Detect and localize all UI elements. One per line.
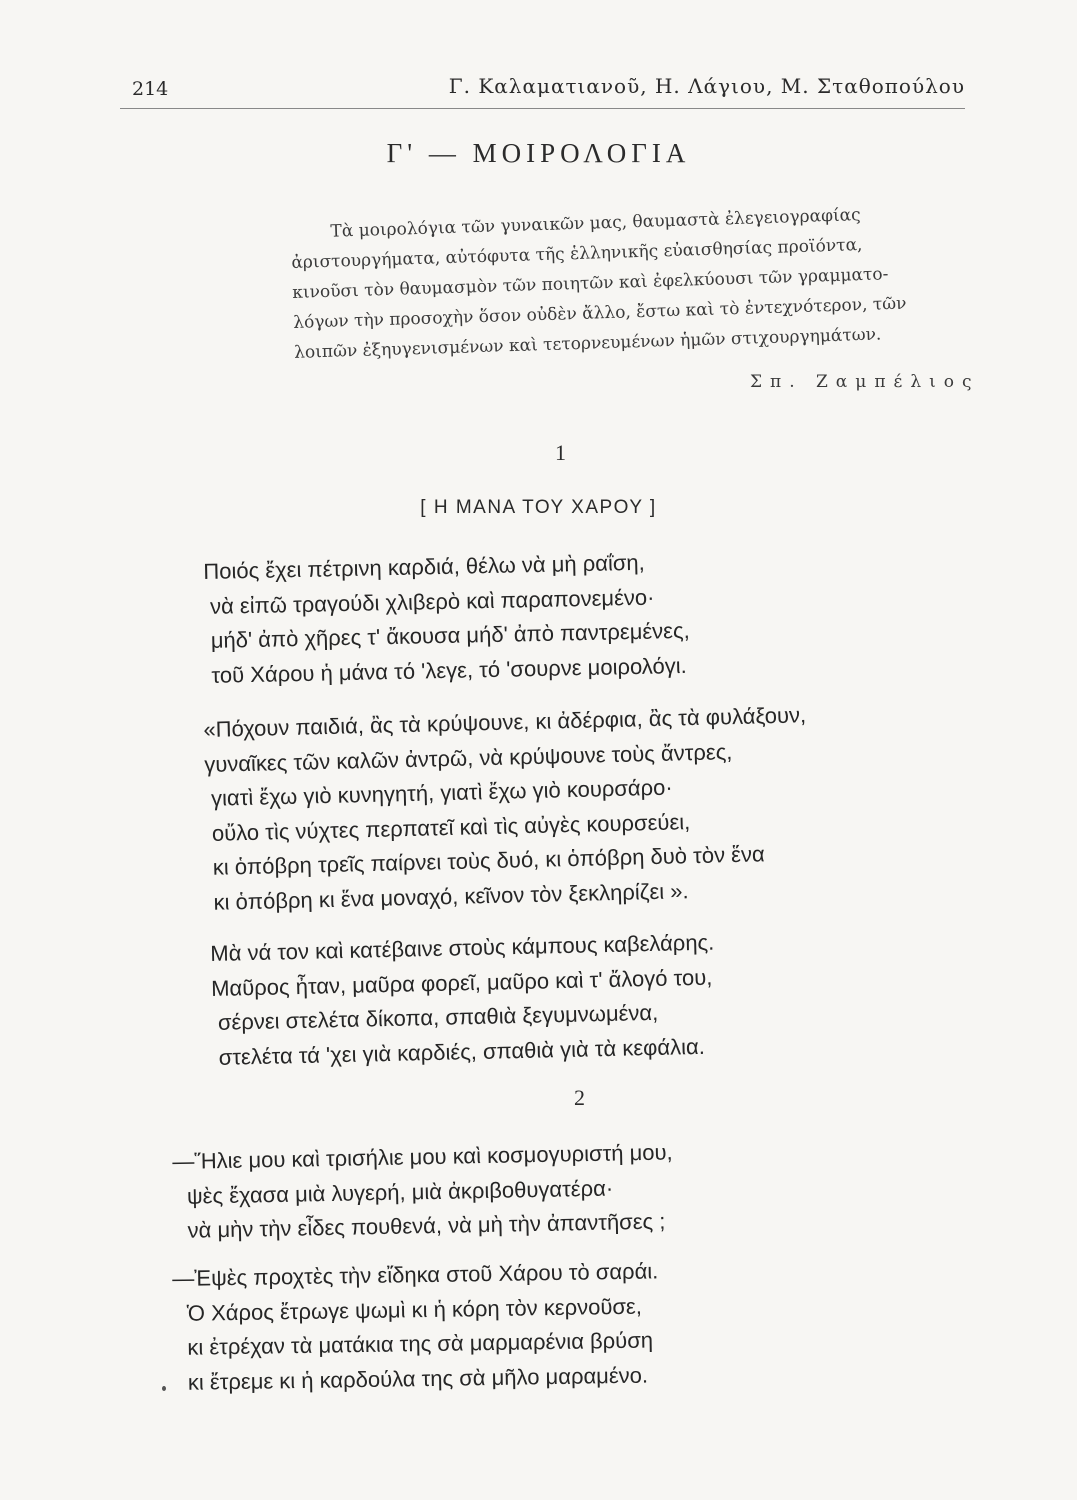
verse-line: νὰ μὴν τὴν εἶδες πουθενά, νὰ μὴ τὴν ἀπαντῆσες ; — [187, 1208, 666, 1243]
verse-line: τοῦ Χάρου ἡ μάνα τό 'λεγε, τό 'σουρνε μοιρολόγι. — [211, 652, 687, 688]
stanza — [210, 926, 717, 1075]
verse-line: οὔλο τὶς νύχτες περπατεῖ καὶ τὶς αὐγὲς κουρσεύει, — [211, 808, 691, 846]
section-heading: Γ' — ΜΟΙΡΟΛΟΓΙΑ — [386, 138, 691, 168]
verse-line: κι ἐτρέχαν τὰ ματάκια της σὰ μαρμαρένια βρύση — [187, 1327, 654, 1360]
epigraph-line: λόγων τὴν προσοχὴν ὅσον οὐδὲν ἄλλο, ἔστω καὶ τὸ ἐντεχνότερον, τῶν — [292, 293, 907, 333]
verse-line: ψὲς ἔχασα μιὰ λυγερή, μιὰ ἀκριβοθυγατέρα· — [186, 1175, 614, 1209]
epigraph-line: λοιπῶν ἐξηυγενισμένων καὶ τετορνευμένων ἡμῶν στιχουργημάτων. — [293, 324, 882, 363]
verse-line: κι ὁπόβρη κι ἕνα μοναχό, κεῖνον τὸν ξεκληρίζει ». — [213, 877, 689, 915]
running-title: Γ. Καλαματιανοῦ, Η. Λάγιου, Μ. Σταθοπούλου — [448, 74, 965, 98]
verse-line: Μαῦρος ἦταν, μαῦρα φορεῖ, μαῦρο καὶ τ' ἄλογό του, — [210, 964, 713, 1001]
verse-line: Ὁ Χάρος ἔτρωγε ψωμὶ κι ἡ κόρη τὸν κερνοῦσε, — [186, 1293, 643, 1326]
verse-line: γιατὶ ἔχω γιὸ κυνηγητή, γιατὶ ἔχω γιὸ κουρσάρο· — [210, 774, 673, 811]
epigraph — [290, 196, 984, 368]
stanza — [172, 1254, 660, 1400]
verse-line: Μὰ νά τον καὶ κατέβαινε στοὺς κάμπους καβελάρης. — [210, 929, 715, 966]
verse-line: —Ἐψὲς προχτὲς τὴν εἴδηκα στοῦ Χάρου τὸ σαράι. — [172, 1258, 659, 1291]
verse-line: γυναῖκες τῶν καλῶν ἀντρῶ, νὰ κρύψουνε τοὺς ἄντρες, — [203, 738, 733, 777]
verse-line: μήδ' ἀπὸ χῆρες τ' ἄκουσα μήδ' ἀπὸ παντρεμένες, — [210, 617, 690, 653]
poem-number: 1 — [555, 440, 566, 465]
verse-line: Ποιός ἔχει πέτρινη καρδιά, θέλω νὰ μὴ ραΐση, — [203, 549, 646, 584]
verse-line: στελέτα τά 'χει γιὰ καρδιές, σπαθιὰ γιὰ τὰ κεφάλια. — [218, 1033, 706, 1070]
epigraph-line: ἀριστουργήματα, αὐτόφυτα τῆς ἑλληνικῆς εὐαισθησίας προϊόντα, — [291, 235, 863, 273]
verse-line: «Πόχουν παιδιά, ἂς τὰ κρύψουνε, κι ἀδέρφια, ἂς τὰ φυλάξουν, — [203, 702, 807, 742]
verse-line: νὰ εἰπῶ τραγούδι χλιβερὸ καὶ παραπονεμένο· — [209, 584, 655, 619]
stanza — [203, 698, 811, 920]
stanza — [203, 545, 691, 693]
verse-line: κι ἔτρεμε κι ἡ καρδούλα της σὰ μῆλο μαραμένο. — [187, 1362, 649, 1395]
poem-number: 2 — [574, 1085, 585, 1110]
verse-line: σέρνει στελέτα δίκοπα, σπαθιὰ ξεγυμνωμένα, — [217, 999, 659, 1035]
page-number: 214 — [132, 78, 169, 100]
epigraph-line: Τὰ μοιρολόγια τῶν γυναικῶν μας, θαυμαστὰ ἐλεγειογραφίας — [330, 205, 861, 242]
poem-title: [ Η ΜΑΝΑ ΤΟΥ ΧΑΡΟΥ ] — [420, 497, 657, 518]
epigraph-author: Σπ. Ζαμπέλιος — [750, 372, 980, 392]
epigraph-line: κινοῦσι τὸν θαυμασμὸν τῶν ποιητῶν καὶ ἐφελκύουσι τῶν γραμματο- — [292, 264, 889, 303]
running-head — [120, 68, 965, 109]
verse-line: κι ὁπόβρη τρεῖς παίρνει τοὺς δυό, κι ὁπόβρη δυὸ τὸν ἕνα — [212, 841, 765, 880]
verse-line: —Ἥλιε μου καὶ τρισήλιε μου καὶ κοσμογυριστή μου, — [172, 1139, 673, 1174]
ink-speck — [162, 1386, 166, 1391]
stanza — [172, 1135, 674, 1248]
